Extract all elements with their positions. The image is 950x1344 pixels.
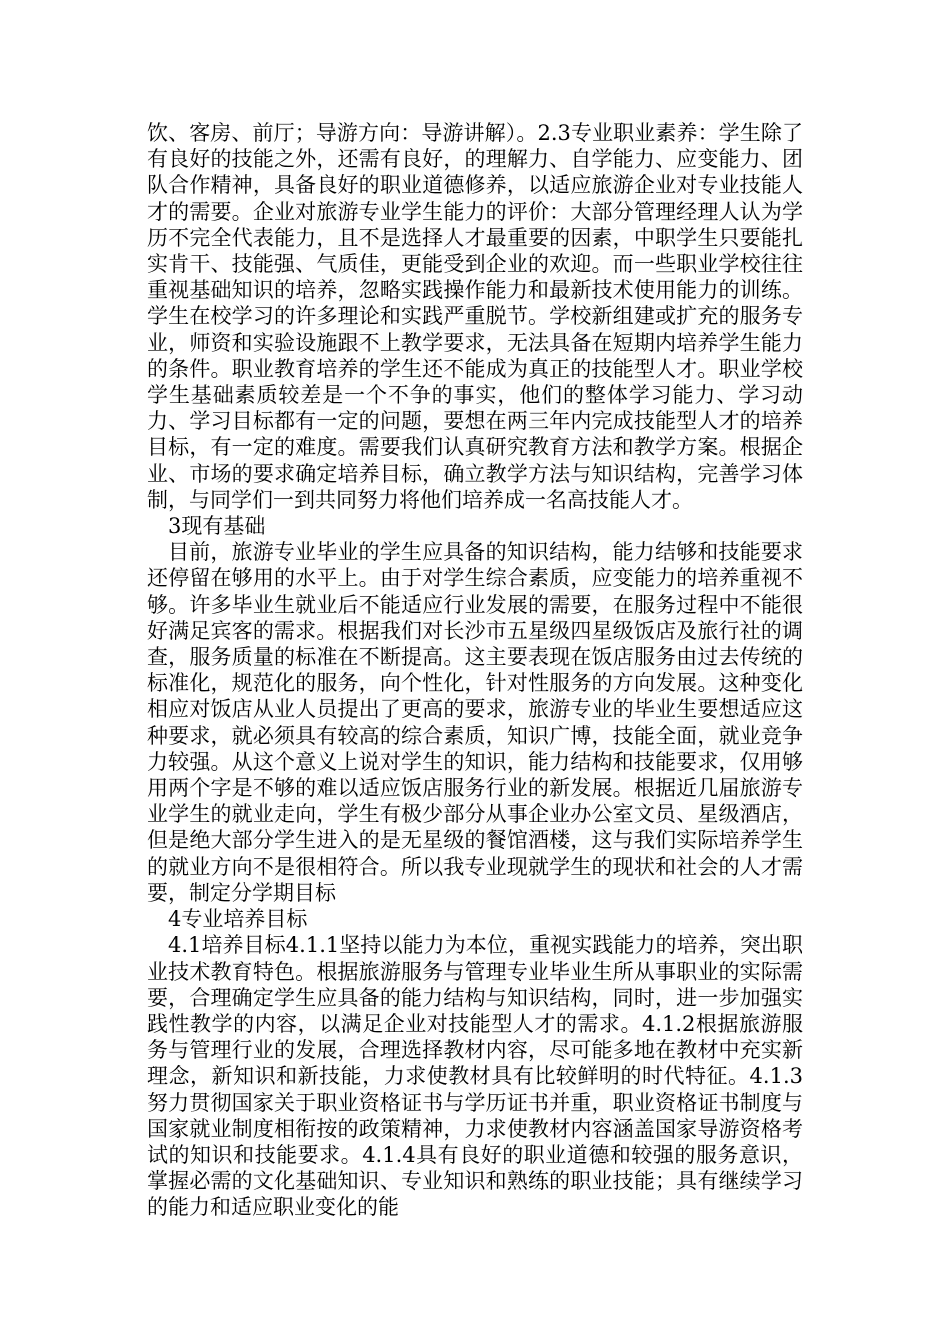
paragraph-existing-basis: 目前，旅游专业毕业的学生应具备的知识结构，能力结够和技能要求还停留在够用的水平上。由于对学生综合素质，应变能力的培养重视不够。许多毕业生就业后不能适应行业发展的需要，在服务过程中不能很好满足宾客的需求。根据我们对长沙市五星级四星级饭店及旅行社的调查，服务质量的标准在不断提高。这主要表现在饭店服务由过去传统的标准化，规范化的服务，向个性化，针对性服务的方向发展。这种变化相应对饭店从业人员提出了更高的要求，旅游专业的毕业生要想适应这种要求，就必须具有较高的综合素质，知识广博，技能全面，就业竞争力较强。从这个意义上说对学生的知识，能力结构和技能要求，仅用够用两个字是不够的难以适应饭店服务行业的新发展。根据近几届旅游专业学生的就业走向，学生有极少部分从事企业办公室文员、星级酒店，但是绝大部分学生进入的是无星级的餐馆酒楼，这与我们实际培养学生的就业方向不是很相符合。所以我专业现就学生的现状和社会的人才需要，制定分学期目标 [147,540,803,905]
paragraph-professional-quality: 饮、客房、前厅；导游方向：导游讲解）。2.3专业职业素养：学生除了有良好的技能之外，还需有良好，的理解力、自学能力、应变能力、团队合作精神，具备良好的职业道德修养，以适应旅游企业对专业技能人才的需要。企业对旅游专业学生能力的评价：大部分管理经理人认为学历不完全代表能力，且不是选择人才最重要的因素，中职学生只要能扎实肯干、技能强、气质佳，更能受到企业的欢迎。而一些职业学校往往重视基础知识的培养，忽略实践操作能力和最新技术使用能力的训练。学生在校学习的许多理论和实践严重脱节。学校新组建或扩充的服务专业，师资和实验设施跟不上教学要求，无法具备在短期内培养学生能力的条件。职业教育培养的学生还不能成为真正的技能型人才。职业学校学生基础素质较差是一个不争的事实，他们的整体学习能力、学习动力、学习目标都有一定的问题，要想在两三年内完成技能型人才的培养目标，有一定的难度。需要我们认真研究教育方法和教学方案。根据企业、市场的要求确定培养目标，确立教学方法与知识结构，完善学习体制，与同学们一到共同努力将他们培养成一名高技能人才。 [147,121,803,512]
section-heading-training-goals: 4专业培养目标 [168,907,308,932]
section-heading-existing-basis: 3现有基础 [168,514,266,539]
paragraph-training-goals: 4.1培养目标4.1.1坚持以能力为本位，重视实践能力的培养，突出职业技术教育特色。根据旅游服务与管理专业毕业生所从事职业的实际需要，合理确定学生应具备的能力结构与知识结构，同时，进一步加强实践性教学的内容，以满足企业对技能型人才的需求。4.1.2根据旅游服务与管理行业的发展，合理选择教材内容，尽可能多地在教材中充实新理念，新知识和新技能，力求使教材具有比较鲜明的时代特征。4.1.3努力贯彻国家关于职业资格证书与学历证书并重，职业资格证书制度与国家就业制度相衔按的政策精神，力求使教材内容涵盖国家导游资格考试的知识和技能要求。4.1.4具有良好的职业道德和较强的服务意识，掌握必需的文化基础知识、专业知识和熟练的职业技能；具有继续学习的能力和适应职业变化的能 [147,933,803,1220]
document-body [147,120,803,1221]
